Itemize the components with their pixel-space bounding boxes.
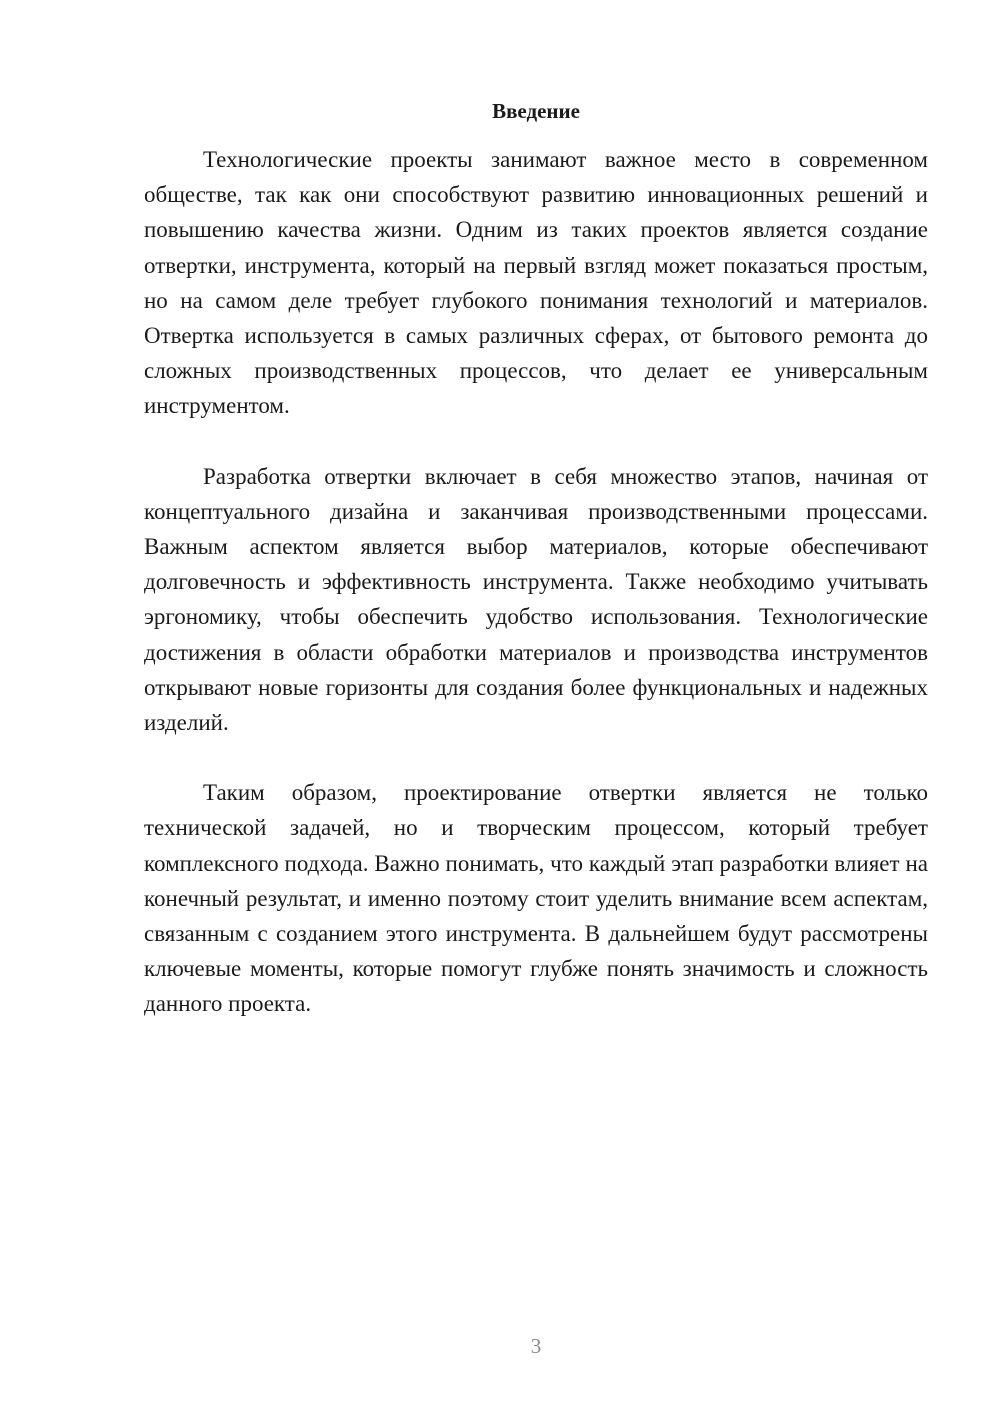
paragraph-3: Таким образом, проектирование отвертки является не только технической задачей, но и творческим процессом, который требует комплексного подхода. Важно понимать, что каждый этап разработки влияет на конечный результат, и именно поэтому стоит уделить внимание всем аспектам, связанным с созданием этого инструмента. В дальнейшем будут рассмотрены ключевые моменты, которые помогут глубже понять значимость и сложность данного проекта.	[144, 780, 928, 1017]
body-text	[144, 142, 928, 1057]
section-heading: Введение	[492, 99, 580, 123]
paragraph-1: Технологические проекты занимают важное место в современном обществе, так как они способствуют развитию инновационных решений и повышению качества жизни. Одним из таких проектов является создание отвертки, инструмента, который на первый взгляд может показаться простым, но на самом деле требует глубокого понимания технологий и материалов. Отвертка используется в самых различных сферах, от бытового ремонта до сложных производственных процессов, что делает ее универсальным инструментом.	[144, 147, 928, 419]
page-number: 3	[530, 1334, 542, 1358]
paragraph-2: Разработка отвертки включает в себя множество этапов, начиная от концептуального дизайна и заканчивая производственными процессами. Важным аспектом является выбор материалов, которые обеспечивают долговечность и эффективность инструмента. Также необходимо учитывать эргономику, чтобы обеспечить удобство использования. Технологические достижения в области обработки материалов и производства инструментов открывают новые горизонты для создания более функциональных и надежных изделий.	[144, 463, 928, 736]
